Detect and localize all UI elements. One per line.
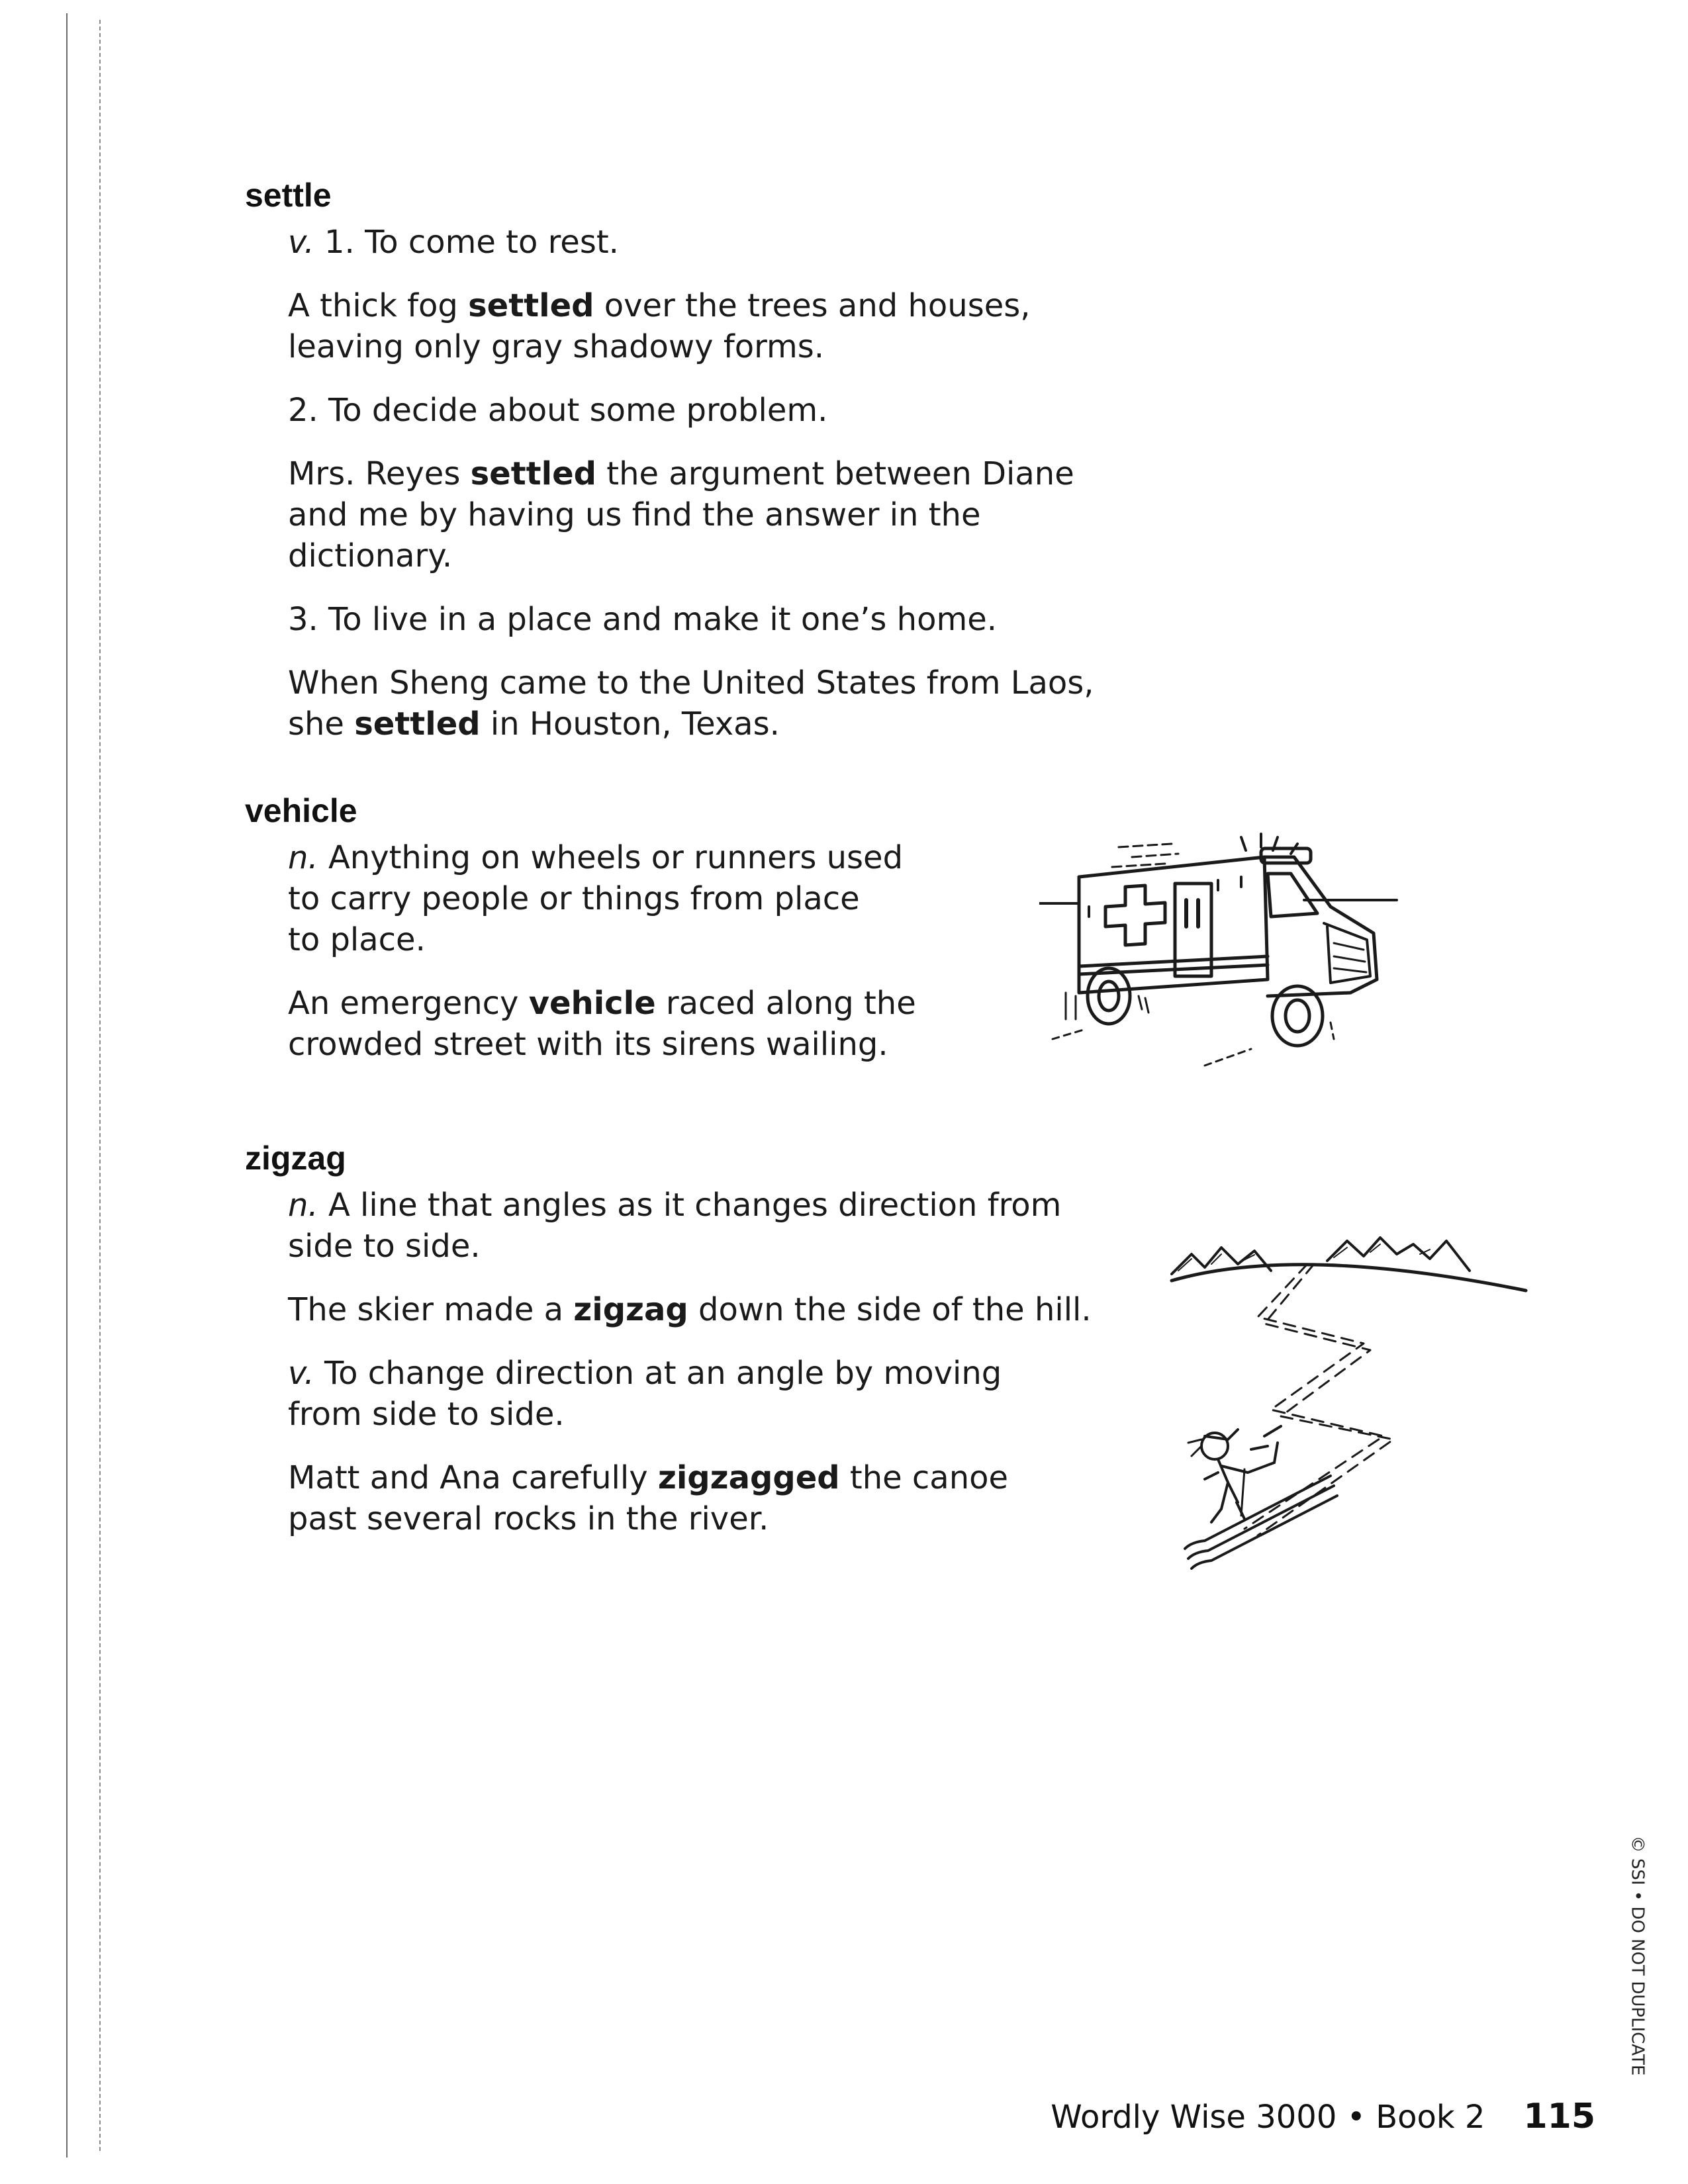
sentence-text: the canoe (839, 1459, 1009, 1496)
sentence-text: in Houston, Texas. (480, 705, 780, 743)
line-gap (245, 367, 1094, 390)
definition-line (288, 1185, 1092, 1226)
line-text: to place. (288, 921, 426, 958)
line-gap (245, 1330, 1092, 1353)
sentence-text: The skier made a (288, 1291, 574, 1328)
definition-line (288, 704, 1094, 745)
sentence-text: she (288, 705, 355, 743)
definition-line (288, 662, 1094, 704)
line-text: 2. To decide about some problem. (288, 392, 828, 429)
definition-line (288, 1394, 1092, 1435)
entry-settle (245, 175, 1094, 745)
definition-line (288, 837, 916, 878)
line-gap (245, 1435, 1092, 1457)
entry-zigzag (245, 1138, 1092, 1539)
line-text: 3. To live in a place and make it one’s home. (288, 601, 997, 638)
definition-line (288, 453, 1094, 494)
definition-line (288, 983, 916, 1024)
line-gap (245, 640, 1094, 662)
definition-line (288, 1457, 1092, 1498)
line-text: past several rocks in the river. (288, 1500, 769, 1537)
definition-line (288, 599, 1094, 640)
sentence-text: Matt and Ana carefully (288, 1459, 658, 1496)
definition-line (288, 1024, 916, 1065)
definition-line (288, 1353, 1092, 1394)
definition-line (288, 878, 916, 919)
sentence-text: over the trees and houses, (594, 287, 1031, 324)
vocab-word: vehicle (528, 985, 656, 1022)
entry-vehicle (245, 791, 916, 1065)
line-text: and me by having us find the answer in the (288, 496, 981, 533)
book-title: Wordly Wise 3000 • Book 2 (1051, 2099, 1485, 2136)
definition-line (288, 326, 1094, 367)
binding-edge-line (66, 13, 68, 2158)
sentence-text: down the side of the hill. (688, 1291, 1092, 1328)
sentence-text: A thick fog (288, 287, 469, 324)
line-text: When Sheng came to the United States from Laos, (288, 664, 1094, 702)
line-text: dictionary. (288, 537, 453, 574)
headword: settle (245, 177, 332, 214)
line-gap (245, 263, 1094, 285)
definition-line (288, 919, 916, 960)
sentence-text: raced along the (655, 985, 916, 1022)
copyright-notice: © SSI • DO NOT DUPLICATE (1627, 1835, 1648, 2076)
vocab-word: settled (470, 455, 596, 492)
vocab-word: settled (354, 705, 481, 743)
definition-lines (245, 1185, 1092, 1539)
line-gap (245, 960, 916, 983)
headword: zigzag (245, 1140, 346, 1177)
line-gap (245, 431, 1094, 453)
definition-lines (245, 222, 1094, 745)
line-text: To change direction at an angle by moving (314, 1355, 1002, 1392)
page-footer (1051, 2097, 1595, 2136)
definition-line (288, 535, 1094, 576)
sentence-text: Mrs. Reyes (288, 455, 471, 492)
part-of-speech: v. (288, 224, 314, 261)
headword: vehicle (245, 792, 357, 829)
sentence-text: An emergency (288, 985, 529, 1022)
line-text: leaving only gray shadowy forms. (288, 328, 825, 365)
vocab-word: zigzag (573, 1291, 688, 1328)
page-number: 115 (1523, 2097, 1595, 2136)
line-gap (245, 576, 1094, 599)
definition-lines (245, 837, 916, 1065)
definition-line (288, 1226, 1092, 1267)
vocab-word: zigzagged (657, 1459, 840, 1496)
vocab-word: settled (468, 287, 594, 324)
definition-line (288, 222, 1094, 263)
line-text: crowded street with its sirens wailing. (288, 1026, 888, 1063)
definition-line (288, 1498, 1092, 1539)
line-text: 1. To come to rest. (314, 224, 619, 261)
part-of-speech: n. (288, 839, 318, 876)
line-text: Anything on wheels or runners used (318, 839, 904, 876)
definition-line (288, 285, 1094, 326)
line-gap (245, 1267, 1092, 1289)
definition-line (288, 390, 1094, 431)
binding-perforation (99, 20, 101, 2151)
definition-line (288, 494, 1094, 535)
line-text: to carry people or things from place (288, 880, 860, 917)
line-text: side to side. (288, 1228, 481, 1265)
sentence-text: the argument between Diane (596, 455, 1074, 492)
line-text: A line that angles as it changes direction from (318, 1187, 1062, 1224)
skier-icon (1165, 1218, 1536, 1588)
part-of-speech: v. (288, 1355, 314, 1392)
definition-line (288, 1289, 1092, 1330)
line-text: from side to side. (288, 1396, 565, 1433)
ambulance-icon (1039, 827, 1410, 1092)
part-of-speech: n. (288, 1187, 318, 1224)
